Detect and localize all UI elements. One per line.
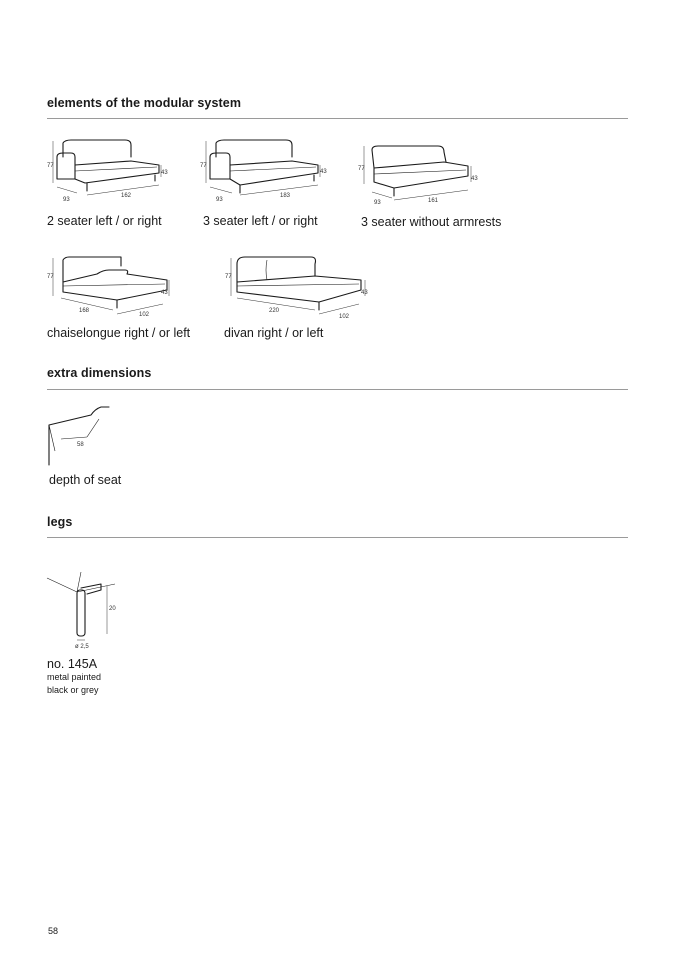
dim-seat: 43 [161,290,168,296]
dim-seat: 43 [361,290,368,296]
leg-diameter-value: ø 2,5 [75,644,89,650]
element-chaiselongue [47,252,177,324]
dim-seat: 43 [161,170,168,176]
leg-name: no. 145A [47,657,98,671]
section-title-modular: elements of the modular system [47,96,242,110]
dim-depth: 93 [216,197,223,203]
section-divider [47,118,628,119]
caption-3-seater: 3 seater left / or right [203,214,318,228]
leg-145a-drawing [47,570,127,650]
seat-depth-value: 58 [77,442,84,448]
dim-length: 168 [79,308,90,314]
dim-height: 77 [47,163,54,169]
sofa-3-seater-drawing [200,135,340,205]
section-title-legs: legs [47,515,73,529]
caption-seat-depth: depth of seat [49,473,122,487]
leg-description-line2: black or grey [47,685,99,695]
dim-height: 77 [200,163,207,169]
section-title-extra: extra dimensions [47,366,152,380]
dim-width: 161 [428,198,439,204]
element-3-seater [200,135,340,205]
dim-depth: 102 [339,314,350,320]
leg-description-line1: metal painted [47,672,102,682]
dim-seat: 43 [320,169,327,175]
chaiselongue-drawing [47,252,177,324]
dim-width: 162 [121,193,132,199]
page-number: 58 [48,926,59,936]
seat-depth-drawing [47,403,117,465]
section-divider [47,537,628,538]
dim-height: 77 [358,166,365,172]
element-divan [223,252,378,324]
element-2-seater [47,135,177,205]
dim-height: 77 [225,274,232,280]
sofa-3-seater-no-arms-drawing [358,138,488,208]
dim-length: 220 [269,308,280,314]
dim-depth: 93 [374,200,381,206]
caption-3-seater-no-arms: 3 seater without armrests [361,215,502,229]
leg-height-value: 20 [109,606,116,612]
element-3-seater-no-arms [358,138,488,208]
caption-chaiselongue: chaiselongue right / or left [47,326,191,340]
dim-depth: 93 [63,197,70,203]
dim-width: 183 [280,193,291,199]
seat-depth-diagram [47,403,117,465]
dim-height: 77 [47,274,54,280]
section-divider [47,389,628,390]
dim-seat: 43 [471,176,478,182]
divan-drawing [223,252,378,324]
caption-2-seater: 2 seater left / or right [47,214,162,228]
dim-depth: 102 [139,312,150,318]
caption-divan: divan right / or left [224,326,324,340]
sofa-2-seater-drawing [47,135,177,205]
leg-diagram [47,570,127,650]
